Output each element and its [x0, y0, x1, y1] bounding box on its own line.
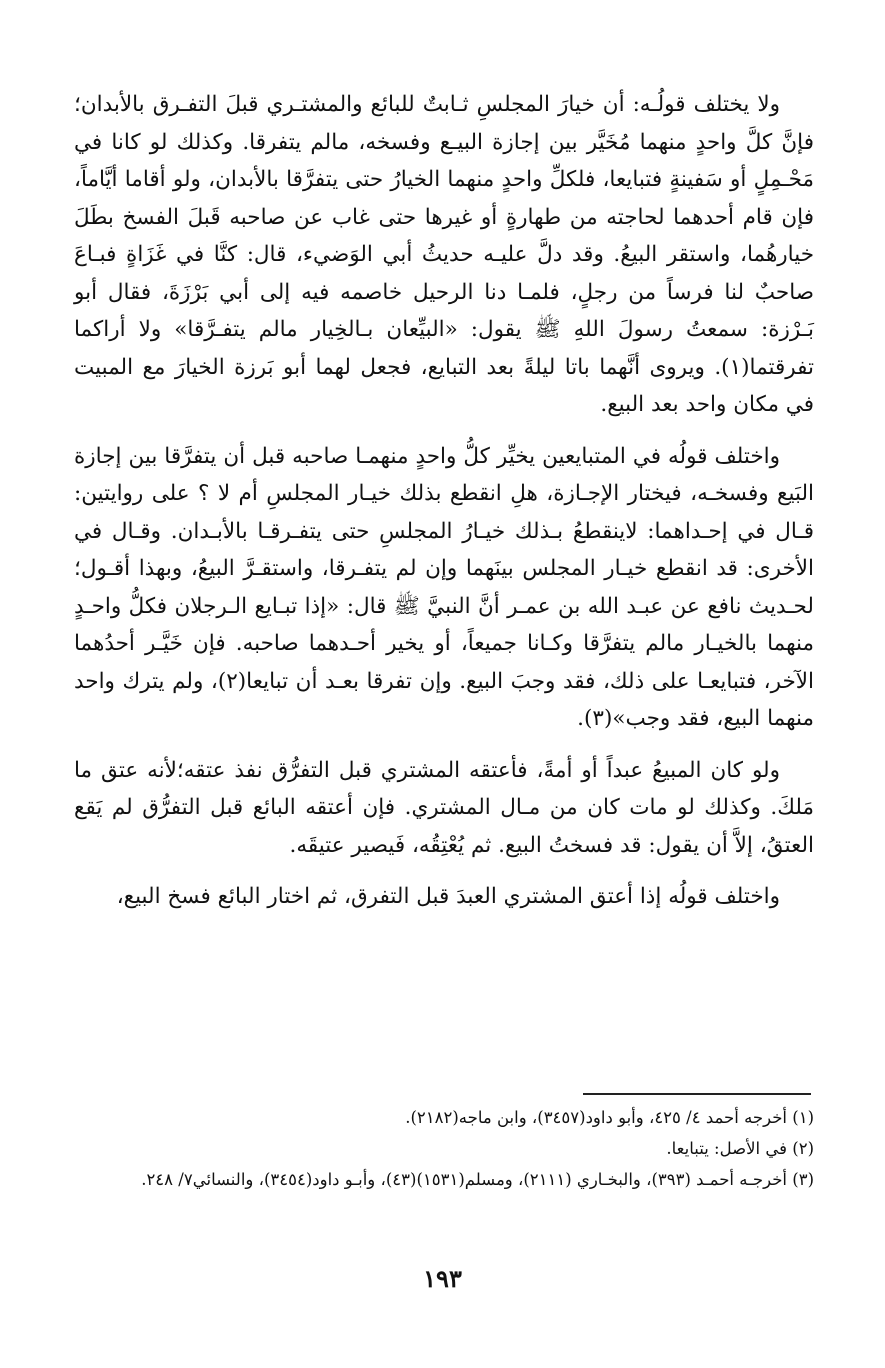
- main-text: [74, 86, 814, 930]
- page-number: ١٩٣: [423, 1264, 462, 1293]
- footnotes: [74, 1104, 814, 1197]
- paragraph-2: واختلف قولُه في المتبايعين يخيِّر كلُّ واحدٍ منهمـا صاحبه قبل أن يتفرَّقا بين إجازة البَيع وفسخـه، فيختار الإجـازة، هلِ انقطع بذلك خيـار المجلسِ أم لا ؟ على روايتين: قـال في إحـداهما: لاينقطعُ بـذلك خيـارُ المجلسِ حتى يتفـرقـا بالأبـدان. وقـال في الأخرى: قد انقطع خيـار المجلس بينَهما وإن لم يتفـرقا، واستقـرَّ البيعُ، وبهذا أقـول؛ لحـديث نافع عن عبـد الله بن عمـر أنَّ النبيَّ ﷺ قال: «إذا تبـايع الـرجلان فكلُّ واحـدٍ منهما بالخيـار مالم يتفرَّقا وكـانا جميعاً، أو يخير أحـدهما صاحبه. فإن خَيَّـر أحدُهما الآخر، فتبايعـا على ذلك، فقد وجبَ البيع. وإن تفرقا بعـد أن تبايعا(٢)، ولم يترك واحد منهما البيع، فقد وجب»(٣).: [74, 443, 815, 731]
- paragraph-1: ولا يختلف قولُـه: أن خيارَ المجلسِ ثـابتٌ للبائع والمشتـري قبلَ التفـرق بالأبدان؛ فإنَّ كلَّ واحدٍ منهما مُخَيَّر بين إجازة البيـع وفسخه، مالم يتفرقا. وكذلك لو كانا في مَحْـمِلٍ أو سَفينةٍ فتبايعا، فلكلِّ واحدٍ منهما الخيارُ حتى يتفرَّقا بالأبدان، ولو أقاما أيَّاماً، فإن قام أحدهما لحاجته من طهارةٍ أو غيرها حتى غاب عن صاحبه قَبلَ الفسخ بطَلَ خيارهُما، واستقر البيعُ. وقد دلَّ عليـه حديثُ أبي الوَضيء، قال: كنَّا في غَزَاةٍ فبـاعَ صاحبٌ لنا فرساً من رجلٍ، فلمـا دنا الرحيل خاصمه فيه إلى أبي بَرْزَةَ، فقال أبو بَـرْزة: سمعتُ رسولَ اللهِ ﷺ يقول: «البيِّعان بـالخِيار مالم يتفـرَّقا» ولا أراكما تفرقتما(١). ويروى أنَّهما باتا ليلةً بعد التبايع، فجعل لهما أبو بَرزة الخيارَ مع المبيت في مكان واحد بعد البيع.: [74, 92, 814, 417]
- paragraph-4: واختلف قولُه إذا أعتق المشتري العبدَ قبل التفرق، ثم اختار البائع فسخ البيع،: [116, 884, 780, 909]
- footnote-1: (١) أخرجه أحمد ٤/ ٤٢٥، وأبو داود(٣٤٥٧)، وابن ماجه(٢١٨٢).: [405, 1108, 814, 1127]
- paragraph-3: ولو كان المبيعُ عبداً أو أمةً، فأعتقه المشتري قبل التفرُّق نفذ عتقه؛لأنه عتق ما مَلكَ. وكذلك لو مات كان من مـال المشتري. فإن أعتقه البائع قبل التفرُّق لم يَقع العتقُ، إلاَّ أن يقول: قد فسختُ البيع. ثم يُعْتِقُه، فَيصير عتيقَه.: [74, 757, 814, 858]
- footnote-divider: [583, 1093, 811, 1095]
- footnote-3: (٣) أخرجـه أحمـد (٣٩٣)، والبخـاري (٢١١١)، ومسلم(١٥٣١)(٤٣)، وأبـو داود(٣٤٥٤)، والنسائي٧/ ٢٤٨.: [141, 1170, 814, 1189]
- footnote-2: (٢) في الأصل: يتبايعا.: [666, 1139, 814, 1158]
